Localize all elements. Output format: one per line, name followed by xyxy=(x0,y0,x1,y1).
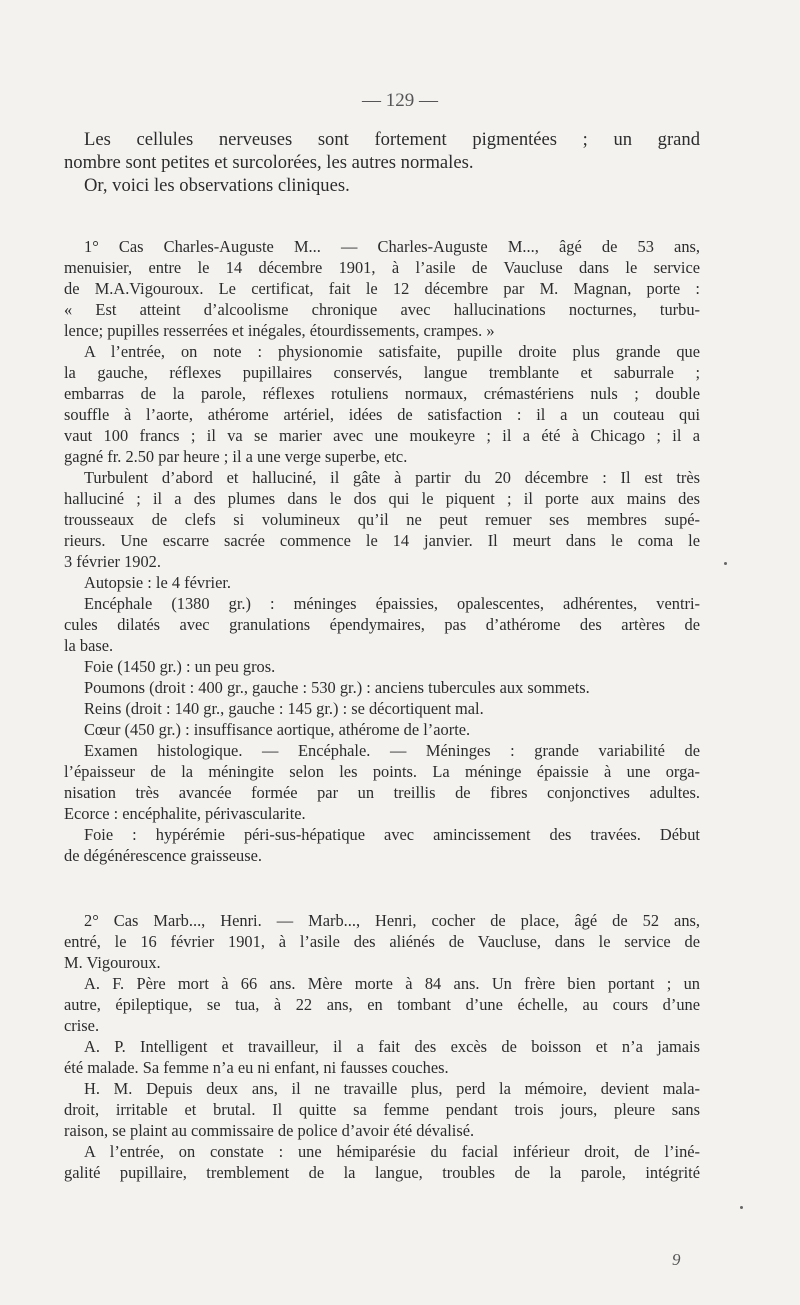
text-line: « Est atteint d’alcoolisme chronique avec hallucinations nocturnes, turbu- xyxy=(64,300,700,319)
text-line: la base. xyxy=(64,636,114,655)
text-line: Foie : hypérémie péri-sus-hépatique avec amincissement des travées. Début xyxy=(84,825,700,844)
text-line: A. P. Intelligent et travailleur, il a fait des excès de boisson et n’a jamais xyxy=(84,1037,700,1056)
text-line: autre, épileptique, se tua, à 22 ans, en tombant d’une échelle, au cours d’une xyxy=(64,995,700,1014)
text-line: A. F. Père mort à 66 ans. Mère morte à 84 ans. Un frère bien portant ; un xyxy=(84,974,700,993)
text-line: Examen histologique. — Encéphale. — Méninges : grande variabilité de xyxy=(84,741,700,760)
text-line: A l’entrée, on note : physionomie satisfaite, pupille droite plus grande que xyxy=(84,342,700,361)
text-line: Ecorce : encéphalite, périvascularite. xyxy=(64,804,306,823)
ink-speck xyxy=(740,1206,743,1209)
text-line: gagné fr. 2.50 par heure ; il a une verge superbe, etc. xyxy=(64,447,408,466)
text-line: cules dilatés avec granulations épendymaires, pas d’athérome des artères de xyxy=(64,615,700,634)
text-line: galité pupillaire, tremblement de la langue, troubles de la parole, intégrité xyxy=(64,1163,700,1182)
text-line: Foie (1450 gr.) : un peu gros. xyxy=(84,657,276,676)
text-line: nombre sont petites et surcolorées, les autres normales. xyxy=(64,152,474,173)
text-line: Encéphale (1380 gr.) : méninges épaissies, opalescentes, adhérentes, ventri- xyxy=(84,594,700,613)
text-line: Autopsie : le 4 février. xyxy=(84,573,232,592)
text-line: Or, voici les observations cliniques. xyxy=(84,175,350,196)
text-line: souffle à l’aorte, athérome artériel, idées de satisfaction : il a un couteau qui xyxy=(64,405,700,424)
text-line: A l’entrée, on constate : une hémiparésie du facial inférieur droit, de l’iné- xyxy=(84,1142,700,1161)
text-line: halluciné ; il a des plumes dans le dos qui le piquent ; il porte aux mains des xyxy=(64,489,700,508)
text-line: la gauche, réflexes pupillaires conservés, langue tremblante et saburrale ; xyxy=(64,363,700,382)
intro-paragraph xyxy=(64,128,700,197)
text-line: entré, le 16 février 1901, à l’asile des aliénés de Vaucluse, dans le service de xyxy=(64,932,700,951)
text-line: 2° Cas Marb..., Henri. — Marb..., Henri, cocher de place, âgé de 52 ans, xyxy=(84,911,700,930)
signature-mark: 9 xyxy=(672,1250,681,1269)
text-line: l’épaisseur de la méningite selon les points. La méninge épaissie à une orga- xyxy=(64,762,700,781)
text-line: lence; pupilles resserrées et inégales, étourdissements, crampes. » xyxy=(64,321,495,340)
text-line: 3 février 1902. xyxy=(64,552,161,571)
case-2-observation xyxy=(64,910,700,1183)
text-line: rieurs. Une escarre sacrée commence le 14 janvier. Il meurt dans le coma le xyxy=(64,531,700,550)
text-line: raison, se plaint au commissaire de police d’avoir été dévalisé. xyxy=(64,1121,475,1140)
case-1-observation xyxy=(64,236,700,866)
text-line: trousseaux de clefs si volumineux qu’il ne peut remuer ses membres supé- xyxy=(64,510,700,529)
text-line: 1° Cas Charles-Auguste M... — Charles-Auguste M..., âgé de 53 ans, xyxy=(84,237,700,256)
text-line: H. M. Depuis deux ans, il ne travaille plus, perd la mémoire, devient mala- xyxy=(84,1079,700,1098)
text-line: Reins (droit : 140 gr., gauche : 145 gr.) : se décortiquent mal. xyxy=(84,699,484,718)
text-line: Turbulent d’abord et halluciné, il gâte à partir du 20 décembre : Il est très xyxy=(84,468,700,487)
text-line: embarras de la parole, réflexes rotuliens normaux, crémastériens nuls ; double xyxy=(64,384,700,403)
text-line: Les cellules nerveuses sont fortement pigmentées ; un grand xyxy=(84,129,700,150)
text-line: vaut 100 francs ; il va se marier avec une moukeyre ; il a été à Chicago ; il a xyxy=(64,426,700,445)
page-number: — 129 — xyxy=(362,90,438,111)
text-line: M. Vigouroux. xyxy=(64,953,161,972)
text-line: Poumons (droit : 400 gr., gauche : 530 gr.) : anciens tubercules aux sommets. xyxy=(84,678,590,697)
text-line: menuisier, entre le 14 décembre 1901, à l’asile de Vaucluse dans le service xyxy=(64,258,700,277)
text-line: de M.A.Vigouroux. Le certificat, fait le 12 décembre par M. Magnan, porte : xyxy=(64,279,700,298)
text-line: de dégénérescence graisseuse. xyxy=(64,846,262,865)
text-line: nisation très avancée formée par un treillis de fibres conjonctives adultes. xyxy=(64,783,700,802)
text-line: été malade. Sa femme n’a eu ni enfant, ni fausses couches. xyxy=(64,1058,449,1077)
text-line: droit, irritable et brutal. Il quitte sa femme pendant trois jours, pleure sans xyxy=(64,1100,700,1119)
ink-speck xyxy=(724,562,727,565)
text-line: crise. xyxy=(64,1016,100,1035)
text-line: Cœur (450 gr.) : insuffisance aortique, athérome de l’aorte. xyxy=(84,720,471,739)
